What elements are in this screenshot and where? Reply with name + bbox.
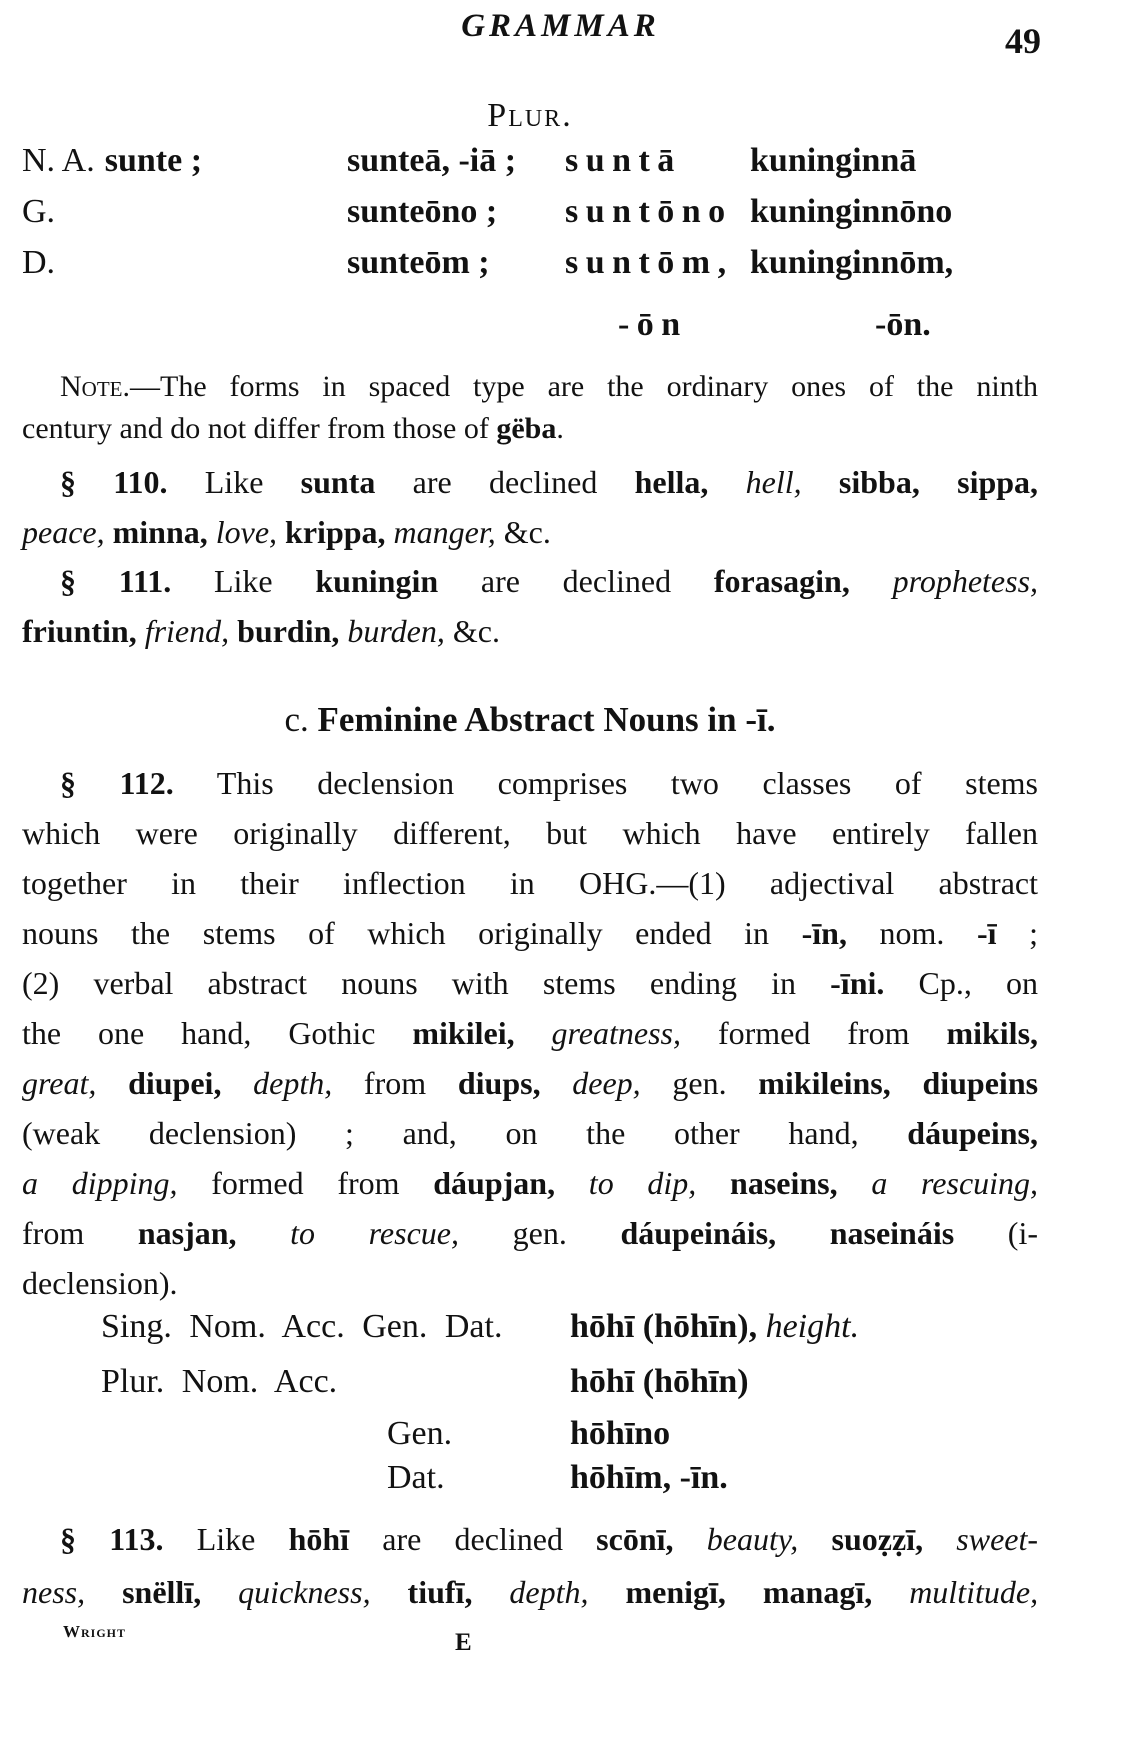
ohg-form: hōhīm, -īn. — [570, 1459, 728, 1496]
ohg-form: hōhī (hōhīn), — [570, 1308, 758, 1345]
paradigm-case-label: Sing. Nom. Acc. Gen. Dat. — [101, 1308, 503, 1345]
text-line: a dipping, formed from dáupjan, to dip, naseins, a rescuing, — [22, 1165, 1039, 1201]
case-abbrev: G. — [22, 193, 56, 230]
ninth-century-form: suntōno — [565, 193, 733, 230]
case-label — [22, 193, 55, 231]
paradigm-case-label: Dat. — [387, 1459, 445, 1496]
kuningin-form: kuninginnā — [750, 142, 917, 179]
text-line: together in their inflection in OHG.—(1) adjectival abstract — [22, 865, 1038, 901]
text-line: (weak declension) ; and, on the other hand, dáupeins, — [22, 1115, 1038, 1151]
text-line: century and do not differ from those of gëba. — [22, 412, 564, 445]
kuningin-form: kuninginnōm, — [750, 244, 954, 281]
paradigm-case-label: Gen. — [387, 1415, 453, 1452]
subsection-heading: c. Feminine Abstract Nouns in -ī. — [284, 700, 776, 739]
page-number: 49 — [1005, 21, 1041, 61]
text-line: § 113. Like hōhī are declined scōnī, beauty, suoẓẓī, sweet- — [60, 1521, 1039, 1557]
ohg-form: hōhī (hōhīn) — [570, 1363, 749, 1400]
early-form: sunteōno ; — [347, 193, 498, 230]
text-line: which were originally different, but which have entirely fallen — [22, 815, 1038, 851]
paradigm-form — [570, 1308, 859, 1346]
gloss: height. — [765, 1308, 860, 1345]
text-line: the one hand, Gothic mikilei, greatness, formed from mikils, — [22, 1015, 1039, 1051]
paradigm-row-gen — [0, 1415, 1121, 1465]
text-line: nouns the stems of which originally ended in -īn, nom. -ī ; — [22, 915, 1039, 951]
case-abbrev: D. — [22, 244, 56, 281]
table-row-gen — [0, 193, 1121, 239]
case-label — [22, 142, 202, 180]
ninth-century-form: suntā — [565, 142, 682, 179]
early-form: sunteōm ; — [347, 244, 490, 281]
text-line: ness, snëllī, quickness, tiufī, depth, menigī, managī, multitude, — [22, 1574, 1039, 1610]
author-signature: Wright — [63, 1622, 127, 1641]
paradigm-row-dat — [0, 1459, 1121, 1509]
table-row-dat — [0, 244, 1121, 290]
kuningin-form: kuninginnōno — [750, 193, 953, 230]
text-line: from nasjan, to rescue, gen. dáupeináis, naseináis (i- — [22, 1215, 1039, 1251]
text-line: § 112. This declension comprises two classes of stems — [60, 765, 1039, 801]
paradigm-form — [570, 1459, 728, 1497]
paragraph-111 — [22, 556, 1038, 656]
kuningin-form: -ōn. — [875, 306, 931, 343]
text-line: Note.—The forms in spaced type are the ordinary ones of the ninth — [60, 370, 1038, 403]
text-line: § 110. Like sunta are declined hella, hell, sibba, sippa, — [60, 464, 1039, 500]
table-row-nom-acc — [0, 142, 1121, 188]
paragraph-113 — [22, 1513, 1038, 1619]
running-head-title: GRAMMAR — [461, 8, 660, 44]
case-label — [22, 244, 55, 282]
printer-signature-mark: E — [455, 1629, 472, 1656]
plural-table-heading: Plur. — [487, 97, 573, 134]
ninth-century-form: suntōm, — [565, 244, 734, 281]
text-line: declension). — [22, 1265, 178, 1301]
paragraph-112 — [22, 758, 1038, 1308]
paradigm-row-sing — [0, 1308, 1121, 1358]
text-line: friuntin, friend, burdin, burden, &c. — [22, 613, 500, 649]
paradigm-form — [570, 1415, 670, 1453]
paradigm-form — [570, 1363, 749, 1401]
ninth-century-form: -ōn — [618, 306, 688, 343]
table-row-dat-variant — [0, 306, 1121, 352]
stem-form: sunte ; — [104, 142, 203, 179]
case-abbrev: N. A. — [22, 142, 95, 179]
text-line: (2) verbal abstract nouns with stems ending in -īni. Cp., on — [22, 965, 1039, 1001]
text-line: great, diupei, depth, from diups, deep, gen. mikileins, diupeins — [22, 1065, 1039, 1101]
text-line: peace, minna, love, krippa, manger, &c. — [22, 514, 551, 550]
paradigm-case-label: Plur. Nom. Acc. — [101, 1363, 338, 1400]
text-line: § 111. Like kuningin are declined forasagin, prophetess, — [60, 563, 1039, 599]
paragraph-110 — [22, 457, 1038, 557]
ohg-form: hōhīno — [570, 1415, 671, 1452]
early-form: sunteā, -iā ; — [347, 142, 517, 179]
note-paragraph — [22, 366, 1038, 450]
paradigm-row-plur — [0, 1363, 1121, 1413]
